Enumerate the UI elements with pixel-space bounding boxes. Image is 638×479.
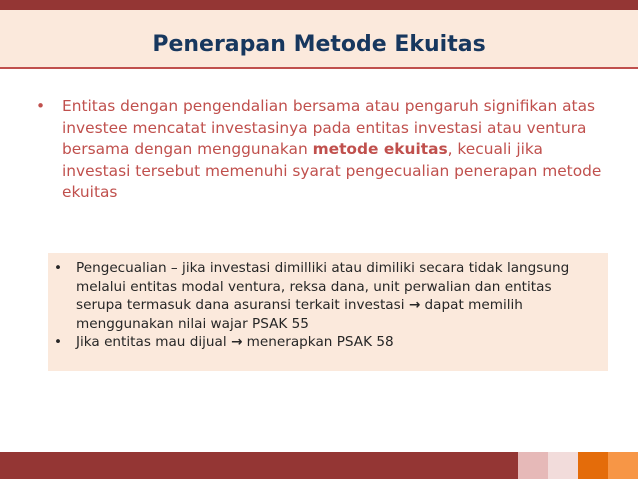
main-bullet-item [36,96,606,204]
decorative-square [578,452,608,479]
sub-bullet-text-end: menerapkan PSAK 58 [242,334,394,350]
sub-bullet-text-start: Pengecualian – jika investasi dimilliki atau dimiliki secara tidak langsung melalui entitas modal ventura, reksa dana, unit perwalian dan entitas serupa termasuk dana asuransi terkait investasi [76,260,570,313]
title-divider [0,67,638,69]
right-arrow-icon: → [408,297,421,313]
slide-title: Penerapan Metode Ekuitas [152,32,486,57]
decorative-square [608,452,638,479]
sub-bullet-list [54,259,599,352]
decorative-square [548,452,578,479]
bullet-marker: • [36,97,46,115]
main-bullet-text-end: , kecuali jika investasi tersebut memenuhi syarat pengecualian penerapan metode ekuitas [62,140,602,201]
top-decorative-bar [0,0,638,10]
sub-bullet-text-end: dapat memilih menggunakan nilai wajar PSAK 55 [76,297,523,332]
sub-bullet-item-exception [54,259,599,333]
bullet-marker: • [54,260,63,276]
main-bullet-list [36,96,606,204]
bullet-marker: • [54,334,63,350]
decorative-square [518,452,548,479]
right-arrow-icon: → [230,334,243,350]
sub-bullet-text-start: Jika entitas mau dijual [76,334,231,350]
main-bullet-text-start: Entitas dengan pengendalian bersama atau pengaruh signifikan atas investee mencatat investasinya pada entitas investasi atau ventura bersama dengan menggunakan [62,97,596,158]
sub-bullet-item-sale [54,333,599,352]
main-bullet-highlight: metode ekuitas [312,140,448,158]
